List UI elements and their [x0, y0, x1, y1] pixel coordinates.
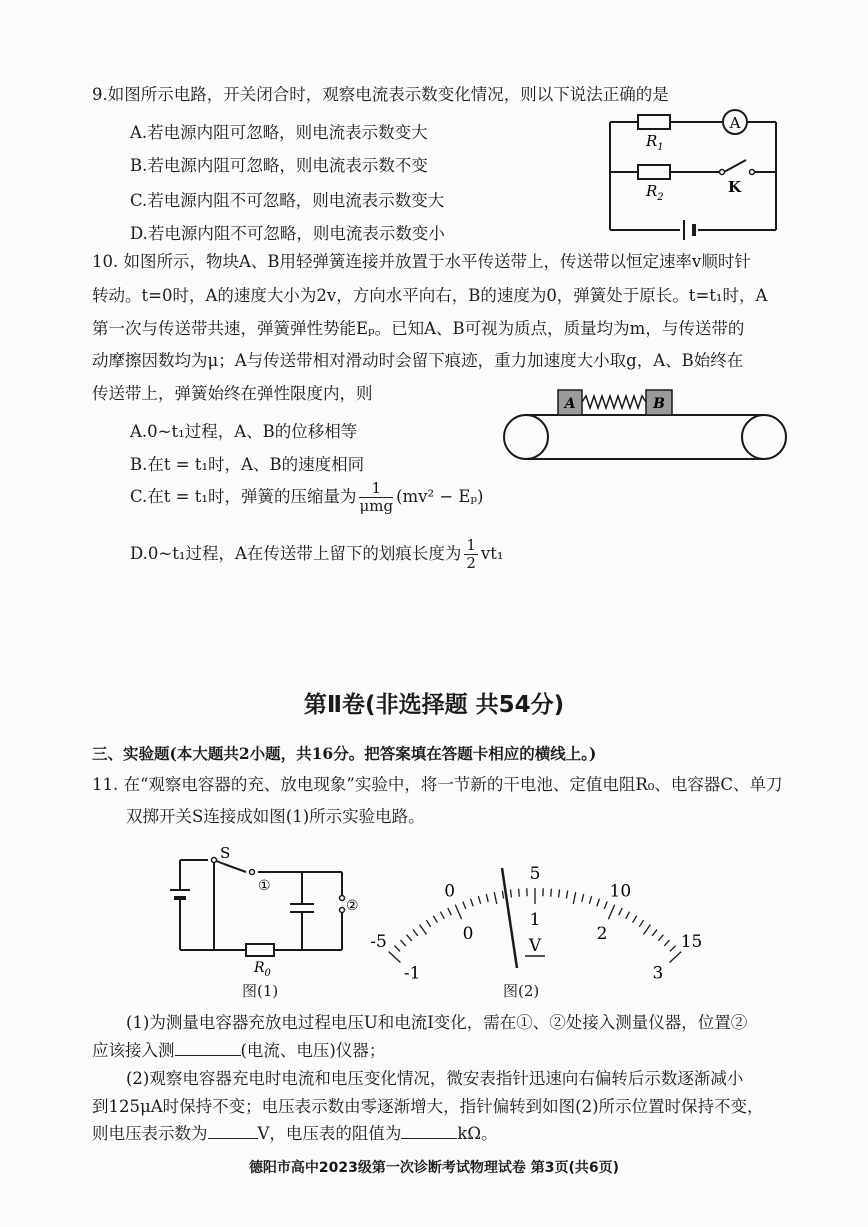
q9-stem: 9.如图所示电路，开关闭合时，观察电流表示数变化情况，则以下说法正确的是 [92, 85, 669, 104]
q9-option-b: B.若电源内阻可忽略，则电流表示数不变 [130, 156, 428, 175]
resistor-r1-icon [638, 115, 670, 129]
dial-lower-tick-label: 2 [596, 923, 608, 944]
fig2-caption: 图(2) [503, 982, 540, 1000]
q11-fig1-circuit [162, 846, 372, 978]
dial-tick [608, 905, 614, 920]
dial-tick [413, 930, 418, 936]
dial-tick [433, 916, 437, 923]
q10-option-c: C.在t = t₁时，弹簧的压缩量为 $\frac{1}{\text{μmg}}$ (mv² − Eₚ) [130, 479, 484, 515]
dial-tick [440, 912, 444, 919]
dial-lower-tick-label: 3 [652, 963, 664, 984]
resistor-r2-icon [638, 165, 670, 179]
dial-tick [448, 908, 451, 915]
dial-tick [394, 946, 400, 952]
q10-line-4: 动摩擦因数均为μ；A与传送带相对滑动时会留下痕迹，重力加速度大小取g，A、B始终在 [92, 351, 744, 370]
spring-icon [582, 396, 646, 408]
dial-tick [589, 896, 591, 904]
dial-tick [389, 952, 401, 963]
dial-tick [519, 889, 520, 897]
dial-upper-tick-label: 0 [444, 881, 456, 902]
conveyor-right-roller-icon [742, 415, 786, 459]
dial-tick [644, 925, 651, 935]
r1-label: $R_1$ [646, 132, 664, 153]
dial-tick [455, 905, 461, 920]
r2-label: $R_2$ [646, 182, 664, 203]
q10-line-3: 第一次与传送带共速，弹簧弹性势能Eₚ。已知A、B可视为质点，质量均为m，与传送带的 [92, 319, 745, 338]
dial-tick [502, 891, 503, 899]
dial-tick [463, 901, 466, 908]
q10-line-5: 传送带上，弹簧始终在弹性限度内，则 [92, 384, 373, 403]
dial-tick [619, 908, 622, 915]
switch-s-icon [224, 864, 246, 872]
voltmeter-unit-label: V [528, 936, 542, 956]
dial-tick [486, 894, 488, 902]
resistor-r0-icon [246, 944, 274, 956]
q11-line-2: 双掷开关S连接成如图(1)所示实验电路。 [126, 807, 425, 826]
dial-lower-tick-label: 0 [462, 923, 474, 944]
q10-option-d: D.0~t₁过程，A在传送带上留下的划痕长度为 $\frac{1}{2}$ vt₁ [130, 536, 504, 572]
dial-tick [658, 935, 663, 941]
dial-tick [471, 899, 474, 907]
q11-fig2-voltmeter-dial [370, 838, 703, 988]
dial-tick [407, 935, 412, 941]
dial-tick [551, 889, 552, 897]
dial-tick [559, 890, 560, 898]
voltmeter-needle-icon [502, 868, 517, 968]
position-1-label: ① [258, 878, 271, 894]
dial-tick [573, 892, 575, 904]
q11-part1-line1: (1)为测量电容器充放电过程电压U和电流I变化，需在①、②处接入测量仪器，位置② [126, 1013, 748, 1032]
dial-tick [639, 920, 643, 927]
dial-tick [582, 894, 584, 902]
switch-k-label: K [728, 178, 742, 196]
dial-lower-tick-label: 1 [529, 910, 541, 930]
q9-option-c: C.若电源内阻不可忽略，则电流表示数变大 [130, 191, 445, 210]
q11-part2-line1: (2)观察电容器充电时电流和电压变化情况，微安表指针迅速向右偏转后示数逐渐减小 [126, 1069, 744, 1088]
dial-tick [604, 901, 607, 908]
dial-tick [494, 892, 496, 904]
answer-blank-3[interactable] [401, 1138, 457, 1139]
block-a-label: A [564, 396, 576, 412]
dial-upper-tick-label: 15 [680, 932, 703, 953]
q10-line-2: 转动。t=0时，A的速度大小为2v，方向水平向右，B的速度为0，弹簧处于原长。t=t₁时，A [92, 286, 768, 305]
dial-tick [633, 916, 637, 923]
q10-conveyor-diagram [496, 385, 802, 475]
q10-option-a: A.0~t₁过程，A、B的位移相等 [130, 422, 358, 441]
section-3-heading: 三、实验题(本大题共2小题，共16分。把答案填在答题卡相应的横线上。) [92, 744, 597, 763]
q10-line-1: 10. 如图所示，物块A、B用轻弹簧连接并放置于水平传送带上，传送带以恒定速率v顺时针 [92, 252, 751, 271]
q11-part2-line3: 则电压表示数为 V，电压表的阻值为 kΩ。 [92, 1124, 498, 1143]
answer-blank-2[interactable] [208, 1138, 258, 1139]
q11-part1-line2: 应该接入测 (电流、电压)仪器； [92, 1041, 386, 1060]
section-2-title: 第Ⅱ卷(非选择题 共54分) [303, 692, 565, 718]
q11-line-1: 11. 在“观察电容器的充、放电现象”实验中，将一节新的干电池、定值电阻R₀、电容器C、单刀 [92, 775, 783, 794]
q9-option-a: A.若电源内阻可忽略，则电流表示数变大 [130, 123, 428, 142]
dial-tick [426, 920, 430, 927]
q9-circuit-diagram [600, 100, 790, 242]
dial-tick [566, 891, 567, 899]
dial-tick [664, 940, 669, 946]
dial-tick [478, 896, 480, 904]
r0-label: $R_0$ [254, 960, 271, 979]
switch-k-icon [724, 160, 746, 172]
dial-lower-tick-label: -1 [403, 963, 421, 984]
page-footer: 德阳市高中2023级第一次诊断考试物理试卷 第3页(共6页) [248, 1160, 620, 1176]
block-b-label: B [653, 396, 665, 412]
dial-tick [510, 890, 511, 898]
answer-blank-1[interactable] [175, 1055, 241, 1056]
dial-tick [400, 940, 405, 946]
dial-tick [652, 930, 657, 936]
position-2-label: ② [346, 898, 359, 914]
fig1-caption: 图(1) [242, 982, 279, 1000]
dial-tick [670, 952, 682, 963]
switch-s-label: S [220, 844, 231, 862]
q10-option-b: B.在t = t₁时，A、B的速度相同 [130, 455, 365, 474]
dial-upper-tick-label: 10 [609, 881, 632, 902]
q9-option-d: D.若电源内阻不可忽略，则电流表示数变小 [130, 224, 445, 243]
dial-tick [670, 946, 676, 952]
dial-tick [597, 899, 600, 907]
q11-part2-line2: 到125μA时保持不变；电压表示数由零逐渐增大，指针偏转到如图(2)所示位置时保持不变， [92, 1097, 764, 1116]
ammeter-label: A [729, 114, 741, 132]
dial-upper-tick-label: -5 [370, 932, 387, 953]
conveyor-left-roller-icon [504, 415, 548, 459]
dial-tick [420, 925, 427, 935]
dial-tick [626, 912, 630, 919]
dial-upper-tick-label: 5 [529, 864, 541, 884]
